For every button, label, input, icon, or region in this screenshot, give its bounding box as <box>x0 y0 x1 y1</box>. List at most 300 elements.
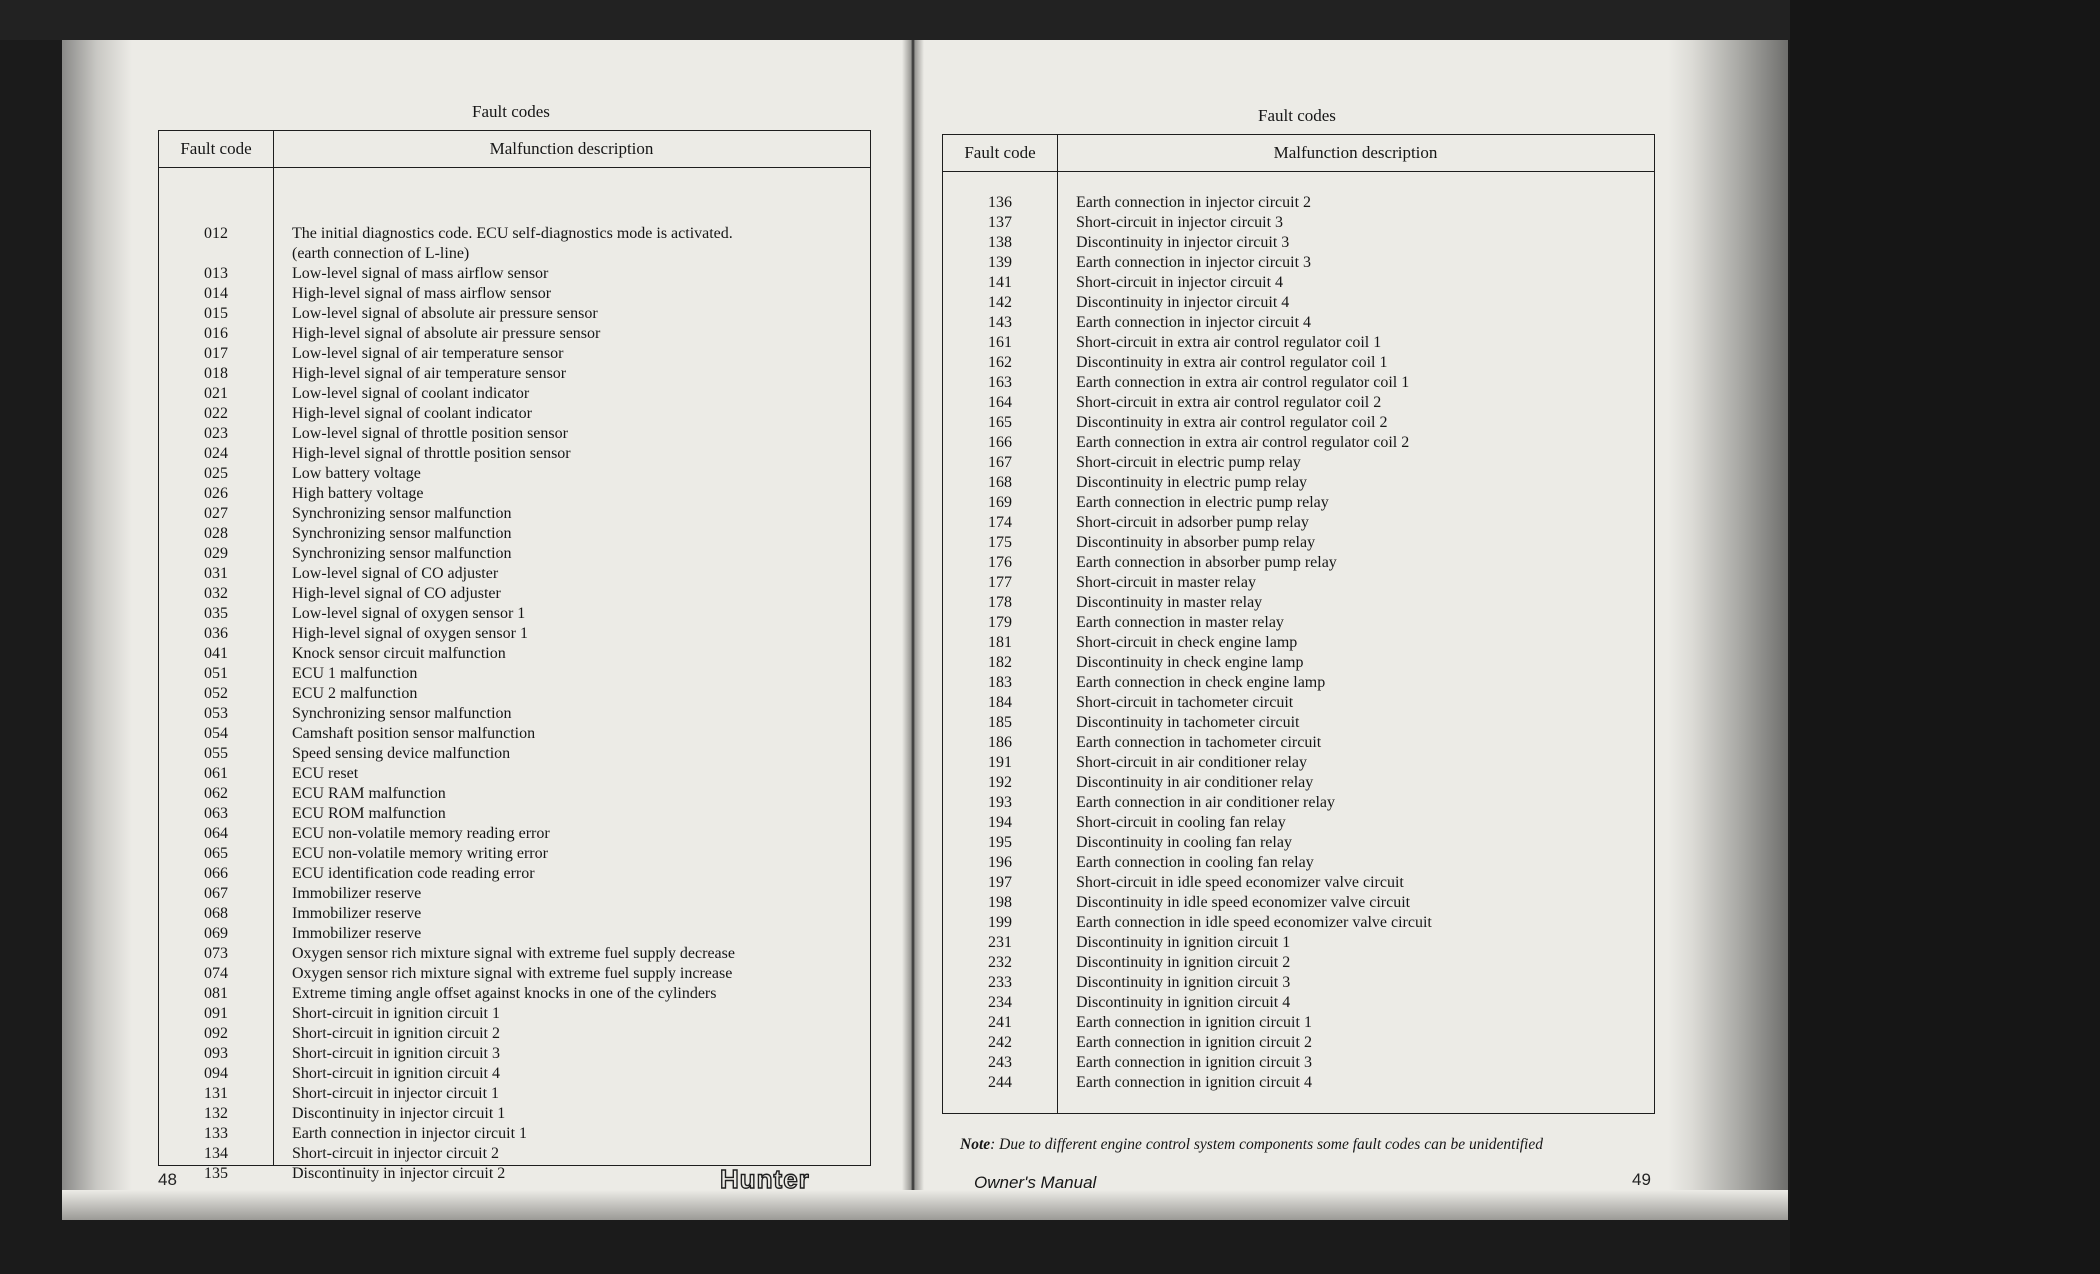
fault-description: Earth connection in ignition circuit 2 <box>1076 1034 1312 1051</box>
fault-description: ECU 2 malfunction <box>292 685 418 702</box>
fault-description: Short-circuit in extra air control regulator coil 1 <box>1076 334 1382 351</box>
table-row <box>943 893 1654 913</box>
fault-description: Discontinuity in electric pump relay <box>1076 474 1308 491</box>
fault-code: 195 <box>988 834 1012 851</box>
fault-code: 136 <box>988 194 1012 211</box>
table-row <box>159 784 870 804</box>
table-row <box>943 1073 1654 1093</box>
table-row <box>943 313 1654 333</box>
fault-code: 041 <box>204 645 228 662</box>
fault-code: 068 <box>204 905 228 922</box>
fault-code: 134 <box>204 1145 228 1162</box>
fault-description: Short-circuit in injector circuit 3 <box>1076 214 1284 231</box>
fault-description: Discontinuity in master relay <box>1076 594 1263 611</box>
table-row <box>943 233 1654 253</box>
table-row <box>943 273 1654 293</box>
table-row <box>159 964 870 984</box>
fault-code: 191 <box>988 754 1012 771</box>
fault-description: Discontinuity in injector circuit 3 <box>1076 234 1290 251</box>
fault-description: High-level signal of absolute air pressure sensor <box>292 325 601 342</box>
fault-description: Low-level signal of coolant indicator <box>292 385 530 402</box>
fault-code: 175 <box>988 534 1012 551</box>
bottom-shadow <box>62 1190 1788 1220</box>
table-row <box>159 924 870 944</box>
table-row <box>943 933 1654 953</box>
fault-code: 066 <box>204 865 228 882</box>
fault-description: Earth connection in electric pump relay <box>1076 494 1329 511</box>
fault-description: Low-level signal of air temperature sensor <box>292 345 564 362</box>
table-row <box>159 1084 870 1104</box>
fault-description: Discontinuity in injector circuit 4 <box>1076 294 1290 311</box>
fault-code: 233 <box>988 974 1012 991</box>
table-row <box>159 264 870 284</box>
fault-code: 063 <box>204 805 228 822</box>
table-row <box>159 644 870 664</box>
table-row <box>943 473 1654 493</box>
fault-code: 031 <box>204 565 228 582</box>
fault-code: 021 <box>204 385 228 402</box>
fault-description: Low-level signal of oxygen sensor 1 <box>292 605 526 622</box>
fault-description: Low-level signal of mass airflow sensor <box>292 265 549 282</box>
table-row <box>943 813 1654 833</box>
fault-code: 069 <box>204 925 228 942</box>
fault-description: Short-circuit in injector circuit 4 <box>1076 274 1284 291</box>
table-row <box>159 1004 870 1024</box>
fault-description: Short-circuit in adsorber pump relay <box>1076 514 1309 531</box>
fault-code: 194 <box>988 814 1012 831</box>
fault-description: ECU non-volatile memory reading error <box>292 825 550 842</box>
fault-description: Earth connection in ignition circuit 1 <box>1076 1014 1312 1031</box>
fault-code: 186 <box>988 734 1012 751</box>
fault-code: 014 <box>204 285 228 302</box>
fault-description: Discontinuity in injector circuit 2 <box>292 1165 506 1182</box>
fault-code: 052 <box>204 685 228 702</box>
fault-code: 185 <box>988 714 1012 731</box>
fault-description: Immobilizer reserve <box>292 885 422 902</box>
fault-description: Short-circuit in cooling fan relay <box>1076 814 1286 831</box>
table-row <box>943 773 1654 793</box>
table-row <box>943 753 1654 773</box>
table-row <box>159 1124 870 1144</box>
table-row <box>159 944 870 964</box>
fault-description: Short-circuit in injector circuit 1 <box>292 1085 500 1102</box>
fault-code: 053 <box>204 705 228 722</box>
table-row <box>943 993 1654 1013</box>
table-row <box>159 524 870 544</box>
table-row <box>159 824 870 844</box>
table-row <box>943 493 1654 513</box>
fault-code: 181 <box>988 634 1012 651</box>
table-row <box>159 1064 870 1084</box>
table-row <box>159 864 870 884</box>
fault-code: 074 <box>204 965 228 982</box>
fault-description: Low-level signal of throttle position sensor <box>292 425 568 442</box>
fault-code: 199 <box>988 914 1012 931</box>
fault-code: 029 <box>204 545 228 562</box>
table-row <box>943 433 1654 453</box>
fault-description: Earth connection in tachometer circuit <box>1076 734 1322 751</box>
table-row <box>943 533 1654 553</box>
fault-code: 035 <box>204 605 228 622</box>
fault-code: 073 <box>204 945 228 962</box>
table-row <box>159 804 870 824</box>
note-label: Note <box>960 1136 991 1153</box>
fault-description: The initial diagnostics code. ECU self-diagnostics mode is activated. <box>292 225 733 242</box>
fault-description: Earth connection in cooling fan relay <box>1076 854 1314 871</box>
left-page-number: 48 <box>158 1170 177 1189</box>
fault-code: 094 <box>204 1065 228 1082</box>
table-row <box>159 424 870 444</box>
fault-description: Discontinuity in absorber pump relay <box>1076 534 1316 551</box>
table-row <box>943 553 1654 573</box>
fault-code: 192 <box>988 774 1012 791</box>
fault-description: High battery voltage <box>292 485 424 502</box>
fault-description: Knock sensor circuit malfunction <box>292 645 506 662</box>
table-row <box>943 253 1654 273</box>
table-row <box>159 744 870 764</box>
right-page-title: Fault codes <box>1258 106 1336 125</box>
fault-code: 025 <box>204 465 228 482</box>
fault-description: ECU non-volatile memory writing error <box>292 845 548 862</box>
fault-code: 036 <box>204 625 228 642</box>
fault-code: 241 <box>988 1014 1012 1031</box>
table-row <box>159 504 870 524</box>
fault-description: Earth connection in extra air control regulator coil 1 <box>1076 374 1410 391</box>
table-row <box>943 973 1654 993</box>
fault-code: 142 <box>988 294 1012 311</box>
fault-description: High-level signal of throttle position sensor <box>292 445 571 462</box>
fault-code: 054 <box>204 725 228 742</box>
fault-code: 093 <box>204 1045 228 1062</box>
fault-code: 022 <box>204 405 228 422</box>
fault-description: Discontinuity in air conditioner relay <box>1076 774 1314 791</box>
left-page-title: Fault codes <box>472 102 550 121</box>
table-row <box>159 364 870 384</box>
table-row <box>943 633 1654 653</box>
table-row <box>943 413 1654 433</box>
fault-code: 166 <box>988 434 1012 451</box>
fault-code: 141 <box>988 274 1012 291</box>
table-row <box>159 704 870 724</box>
fault-description: Earth connection in injector circuit 4 <box>1076 314 1312 331</box>
fault-code: 026 <box>204 485 228 502</box>
fault-description: Short-circuit in idle speed economizer valve circuit <box>1076 874 1404 891</box>
fault-code: 184 <box>988 694 1012 711</box>
fault-code: 131 <box>204 1085 228 1102</box>
table-row <box>159 324 870 344</box>
right-header-description: Malfunction description <box>1273 143 1438 162</box>
fault-description: ECU RAM malfunction <box>292 785 446 802</box>
fault-code: 231 <box>988 934 1012 951</box>
fault-code: 232 <box>988 954 1012 971</box>
fault-code: 012 <box>204 225 228 242</box>
table-row <box>159 544 870 564</box>
table-row <box>159 464 870 484</box>
fault-code: 081 <box>204 985 228 1002</box>
fault-description: Short-circuit in ignition circuit 4 <box>292 1065 500 1082</box>
fault-description: Earth connection in absorber pump relay <box>1076 554 1337 571</box>
owners-manual-label: Owner's Manual <box>974 1173 1097 1192</box>
right-fault-table <box>942 134 1655 1114</box>
fault-code: 139 <box>988 254 1012 271</box>
table-row <box>943 573 1654 593</box>
table-row <box>943 693 1654 713</box>
fault-code: 135 <box>204 1165 228 1182</box>
table-row <box>943 653 1654 673</box>
fault-description: Synchronizing sensor malfunction <box>292 505 512 522</box>
fault-description: Discontinuity in tachometer circuit <box>1076 714 1300 731</box>
fault-description: Oxygen sensor rich mixture signal with extreme fuel supply increase <box>292 965 733 982</box>
table-row <box>159 604 870 624</box>
fault-code: 024 <box>204 445 228 462</box>
right-page-number: 49 <box>1632 1170 1651 1189</box>
table-row <box>159 844 870 864</box>
fault-description: Immobilizer reserve <box>292 905 422 922</box>
fault-code: 161 <box>988 334 1012 351</box>
fault-code: 013 <box>204 265 228 282</box>
table-row <box>159 1044 870 1064</box>
table-row <box>159 304 870 324</box>
fault-description: High-level signal of oxygen sensor 1 <box>292 625 528 642</box>
fault-code: 027 <box>204 505 228 522</box>
table-row <box>943 593 1654 613</box>
fault-code: 169 <box>988 494 1012 511</box>
fault-description: ECU 1 malfunction <box>292 665 418 682</box>
table-row <box>943 873 1654 893</box>
fault-code: 137 <box>988 214 1012 231</box>
scan-border-top <box>0 0 2100 40</box>
table-row <box>159 684 870 704</box>
fault-description: Immobilizer reserve <box>292 925 422 942</box>
right-header-fault-code: Fault code <box>964 143 1036 162</box>
fault-description: Earth connection in ignition circuit 4 <box>1076 1074 1312 1091</box>
table-row <box>943 213 1654 233</box>
fault-description: Low battery voltage <box>292 465 421 482</box>
fault-code: 167 <box>988 454 1012 471</box>
table-row <box>943 853 1654 873</box>
table-row <box>943 193 1654 213</box>
fault-description: Low-level signal of CO adjuster <box>292 565 499 582</box>
fault-description: Short-circuit in electric pump relay <box>1076 454 1301 471</box>
table-row <box>159 584 870 604</box>
fault-description: Discontinuity in extra air control regulator coil 1 <box>1076 354 1388 371</box>
left-header-fault-code: Fault code <box>180 139 252 158</box>
fault-code: 017 <box>204 345 228 362</box>
table-row <box>159 224 870 244</box>
fault-code: 092 <box>204 1025 228 1042</box>
table-row <box>159 344 870 364</box>
table-row <box>943 1013 1654 1033</box>
table-row <box>943 793 1654 813</box>
table-row <box>159 904 870 924</box>
fault-description: Earth connection in master relay <box>1076 614 1284 631</box>
table-row <box>943 1033 1654 1053</box>
fault-description: Earth connection in idle speed economizer valve circuit <box>1076 914 1432 931</box>
fault-description: Short-circuit in air conditioner relay <box>1076 754 1308 771</box>
fault-code: 164 <box>988 394 1012 411</box>
fault-description: High-level signal of mass airflow sensor <box>292 285 552 302</box>
table-row <box>159 884 870 904</box>
page-edge-right <box>1668 40 1788 1220</box>
fault-code: 028 <box>204 525 228 542</box>
fault-description: Synchronizing sensor malfunction <box>292 545 512 562</box>
fault-code: 064 <box>204 825 228 842</box>
table-row <box>159 724 870 744</box>
table-row <box>943 333 1654 353</box>
fault-description: Earth connection in ignition circuit 3 <box>1076 1054 1312 1071</box>
fault-code: 244 <box>988 1074 1012 1091</box>
book-spread <box>62 40 1788 1220</box>
table-row <box>943 733 1654 753</box>
fault-description: Discontinuity in ignition circuit 2 <box>1076 954 1291 971</box>
fault-description: Short-circuit in extra air control regulator coil 2 <box>1076 394 1382 411</box>
table-row <box>943 613 1654 633</box>
fault-description: Short-circuit in check engine lamp <box>1076 634 1298 651</box>
fault-description: ECU reset <box>292 765 359 782</box>
fault-description: Synchronizing sensor malfunction <box>292 705 512 722</box>
fault-code: 055 <box>204 745 228 762</box>
table-row <box>159 404 870 424</box>
fault-description: Short-circuit in master relay <box>1076 574 1256 591</box>
fault-description: Earth connection in injector circuit 2 <box>1076 194 1312 211</box>
fault-code: 091 <box>204 1005 228 1022</box>
fault-code: 182 <box>988 654 1012 671</box>
fault-description: Discontinuity in idle speed economizer valve circuit <box>1076 894 1411 911</box>
fault-code: 179 <box>988 614 1012 631</box>
table-row <box>943 453 1654 473</box>
table-row <box>159 284 870 304</box>
fault-code: 177 <box>988 574 1012 591</box>
table-row <box>159 484 870 504</box>
table-row <box>159 764 870 784</box>
fault-code: 242 <box>988 1034 1012 1051</box>
fault-code: 067 <box>204 885 228 902</box>
fault-description: ECU identification code reading error <box>292 865 535 882</box>
fault-description: High-level signal of air temperature sensor <box>292 365 567 382</box>
fault-code: 023 <box>204 425 228 442</box>
fault-description: High-level signal of coolant indicator <box>292 405 532 422</box>
fault-code: 062 <box>204 785 228 802</box>
fault-code: 051 <box>204 665 228 682</box>
fault-description: Discontinuity in injector circuit 1 <box>292 1105 506 1122</box>
fault-description: Discontinuity in ignition circuit 3 <box>1076 974 1291 991</box>
book-gutter <box>902 40 924 1220</box>
fault-description: Short-circuit in ignition circuit 1 <box>292 1005 500 1022</box>
footnote <box>960 1136 1543 1154</box>
table-row <box>159 444 870 464</box>
fault-description: Oxygen sensor rich mixture signal with extreme fuel supply decrease <box>292 945 735 962</box>
fault-code: 018 <box>204 365 228 382</box>
fault-code: 016 <box>204 325 228 342</box>
table-row <box>943 373 1654 393</box>
table-row <box>943 1053 1654 1073</box>
fault-code: 015 <box>204 305 228 322</box>
scan-border-right <box>1790 0 2100 1274</box>
fault-code: 196 <box>988 854 1012 871</box>
table-row <box>943 673 1654 693</box>
note-text: : Due to different engine control system components some fault codes can be unidentified <box>990 1136 1543 1153</box>
page-edge-left <box>62 40 132 1220</box>
fault-description: Discontinuity in check engine lamp <box>1076 654 1304 671</box>
fault-code: 198 <box>988 894 1012 911</box>
fault-code: 234 <box>988 994 1012 1011</box>
fault-description: Earth connection in injector circuit 3 <box>1076 254 1312 271</box>
table-row <box>159 664 870 684</box>
fault-description: ECU ROM malfunction <box>292 805 446 822</box>
table-row <box>159 1104 870 1124</box>
fault-code: 178 <box>988 594 1012 611</box>
fault-description: Discontinuity in ignition circuit 1 <box>1076 934 1291 951</box>
fault-description: Speed sensing device malfunction <box>292 745 511 762</box>
fault-description: Short-circuit in ignition circuit 2 <box>292 1025 500 1042</box>
table-row <box>159 1024 870 1044</box>
fault-code: 174 <box>988 514 1012 531</box>
left-table-body <box>159 224 870 1184</box>
fault-description: Discontinuity in cooling fan relay <box>1076 834 1292 851</box>
right-table-body <box>943 193 1654 1093</box>
fault-description: Short-circuit in tachometer circuit <box>1076 694 1294 711</box>
fault-code: 133 <box>204 1125 228 1142</box>
fault-description: Short-circuit in ignition circuit 3 <box>292 1045 500 1062</box>
fault-description: Extreme timing angle offset against knocks in one of the cylinders <box>292 985 717 1002</box>
table-row <box>943 713 1654 733</box>
fault-code: 065 <box>204 845 228 862</box>
fault-description: Synchronizing sensor malfunction <box>292 525 512 542</box>
table-row <box>943 833 1654 853</box>
fault-description: Camshaft position sensor malfunction <box>292 725 536 742</box>
table-row <box>943 513 1654 533</box>
fault-description: Earth connection in check engine lamp <box>1076 674 1326 691</box>
table-row <box>943 393 1654 413</box>
fault-code: 061 <box>204 765 228 782</box>
table-row <box>943 953 1654 973</box>
fault-code: 168 <box>988 474 1012 491</box>
fault-code: 183 <box>988 674 1012 691</box>
table-row <box>943 293 1654 313</box>
table-row-continuation <box>159 244 870 264</box>
fault-description: Discontinuity in ignition circuit 4 <box>1076 994 1291 1011</box>
table-row <box>159 624 870 644</box>
table-row <box>159 384 870 404</box>
fault-description: Earth connection in air conditioner relay <box>1076 794 1336 811</box>
table-row <box>159 1144 870 1164</box>
fault-description: Discontinuity in extra air control regulator coil 2 <box>1076 414 1388 431</box>
fault-description: Earth connection in extra air control regulator coil 2 <box>1076 434 1410 451</box>
fault-code: 243 <box>988 1054 1012 1071</box>
fault-code: 165 <box>988 414 1012 431</box>
fault-code: 163 <box>988 374 1012 391</box>
fault-code: 162 <box>988 354 1012 371</box>
fault-description: Low-level signal of absolute air pressure sensor <box>292 305 598 322</box>
fault-description: (earth connection of L-line) <box>292 245 470 262</box>
hunter-logo: Hunter <box>720 1164 810 1194</box>
table-row <box>159 984 870 1004</box>
fault-code: 138 <box>988 234 1012 251</box>
table-row <box>159 564 870 584</box>
fault-code: 132 <box>204 1105 228 1122</box>
fault-code: 197 <box>988 874 1012 891</box>
fault-code: 176 <box>988 554 1012 571</box>
table-row <box>943 913 1654 933</box>
fault-code: 143 <box>988 314 1012 331</box>
fault-code: 193 <box>988 794 1012 811</box>
table-row <box>943 353 1654 373</box>
fault-description: Earth connection in injector circuit 1 <box>292 1125 528 1142</box>
left-header-description: Malfunction description <box>489 139 654 158</box>
fault-description: Short-circuit in injector circuit 2 <box>292 1145 500 1162</box>
fault-description: High-level signal of CO adjuster <box>292 585 501 602</box>
fault-code: 032 <box>204 585 228 602</box>
